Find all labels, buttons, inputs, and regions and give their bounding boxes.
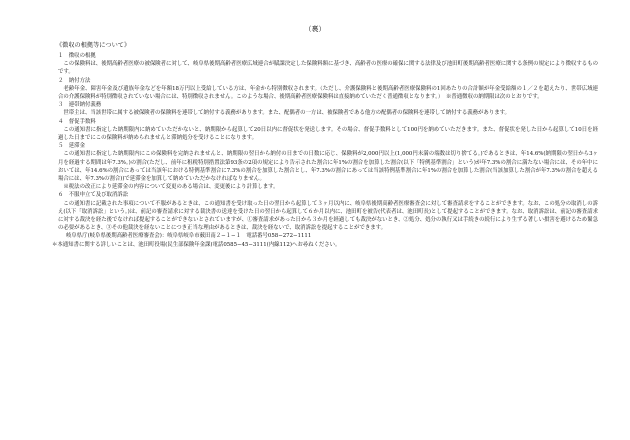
document-heading: 《徴収の根拠等について》	[56, 42, 131, 49]
section-joint-liability	[58, 101, 598, 117]
section-text: 世帯主は、当該世帯に属する被保険者の保険料を連帯して納付する義務があります。また、配偶者の一方は、被保険者である他方の配偶者の保険料を連帯して納付する義務があります。	[63, 110, 510, 117]
review-board-contact: 岐阜県庁(岐阜県後期高齢者医療審査会)：岐阜県岐阜市薮田南２−１−１ 電話番号058−272−1111	[66, 233, 312, 240]
section-text: この保険料は、後期高齢者医療の被保険者に対して、岐阜県後期高齢者医療広域連合が賦課決定した保険料額に基づき、高齢者の医療の確保に関する法律及び池田町後期高齢者医療に関する条例の規定により徴収するものです。	[58, 61, 598, 76]
section-text: 老齢年金、障害年金及び遺族年金などを年額18万円以上受給している方は、年金から特別徴収されます。（ただし、介護保険料と後期高齢者医療保険料の1回あたりの合計額が年金受給額の１／２を超えたり、世帯広域連合の介護保険料が特別徴収されていない場合には、特別徴収されません。このような場合、後期高齢者医療保険料は直接納めていただく普通徴収となります。） ※普通徴収の納期限は次のとおりです。	[58, 85, 598, 101]
section-text: この通知書に記載された事項について不服があるときは、この通知書を受け取った日の翌日から起算して３ヶ月以内に、岐阜県後期高齢者医療審査会に対して審査請求をすることができます。なお、この処分の取消しの訴え(以下「取消訴訟」という。)は、前記の審査請求に対する裁決書の送達を受けた日の翌日から起算して６か月以内に、池田町を被告(代表者は、池田町長)として提起することができます。なお、取消訴訟は、前記の審査請求に対する裁決を経た後でなければ提起することができないとされていますが、①審査請求があった日から３か月を経過しても裁決がないとき、②処分、処分の執行又は手続きの続行により生ずる著しい損害を避けるため緊急の必要があるとき、③その他裁決を経ないことにつき正当な理由があるときは、裁決を経ないで、取消訴訟を提起することができます。	[58, 200, 598, 232]
section-payment-method	[58, 77, 598, 102]
section-note: ※税法の改正により延滞金の内容について変更のある場合は、変更後により計算します。	[63, 184, 279, 191]
section-title: ６ 不服申立て及び取消訴訟	[58, 192, 129, 199]
document-body	[52, 52, 598, 249]
section-collection-basis	[58, 52, 598, 77]
section-title: ２ 納付方法	[58, 77, 91, 84]
section-title: ３ 連帯納付義務	[58, 102, 102, 109]
section-text: この通知書に指定した納期限内にこの保険料を完納されませんと、納期限の翌日から納付の日までの日数に応じ、保険料が2,000円以上(1,000円未満の端数は切り捨てる。)であるときは、年14.6%(納期限の翌日から3ヶ月を経過する期間は年7.3%。)の割合(ただし、前年に租税特別措置法第93条の2項の規定により告示された割合に年1%の割合を加算した割合(以下「特例基準割合」という)が年7.3%の割合に満たない場合には、その年中においては、年14.6%の割合にあっては当該年における特例基準割合に7.3%の割合を加算した割合とし、年7.3%の割合にあっては当該特例基準割合に年1%の割合を加算した割合(当該加算した割合が年7.3%の割合を超える場合には、年7.3%の割合))で延滞金を加算して納めていただかなければなりません。	[58, 151, 598, 183]
section-reminder-fee	[58, 118, 598, 143]
section-title: １ 徴収の根拠	[58, 53, 96, 59]
section-title: ５ 延滞金	[58, 143, 85, 150]
section-late-charge	[58, 142, 598, 191]
section-title: ４ 督促手数料	[58, 118, 96, 125]
inquiry-note: ＊本通知書に関する詳しいことは、池田町役場(民生部保険年金課)電話0585−45−3111(内線112)へお尋ねください。	[52, 241, 341, 248]
section-text: この通知書に指定した納期限内に納めていただかないと、納期限から起算して20日以内に督促状を発送します。その場合、督促手数料として100円を納めていただきます。また、督促状を発した日から起算して10日を経過した日までにこの保険料が納められませんと滞納処分を受けることになります。	[58, 126, 598, 142]
page-side-mark: （裏）	[304, 25, 326, 33]
section-appeal	[58, 191, 598, 232]
